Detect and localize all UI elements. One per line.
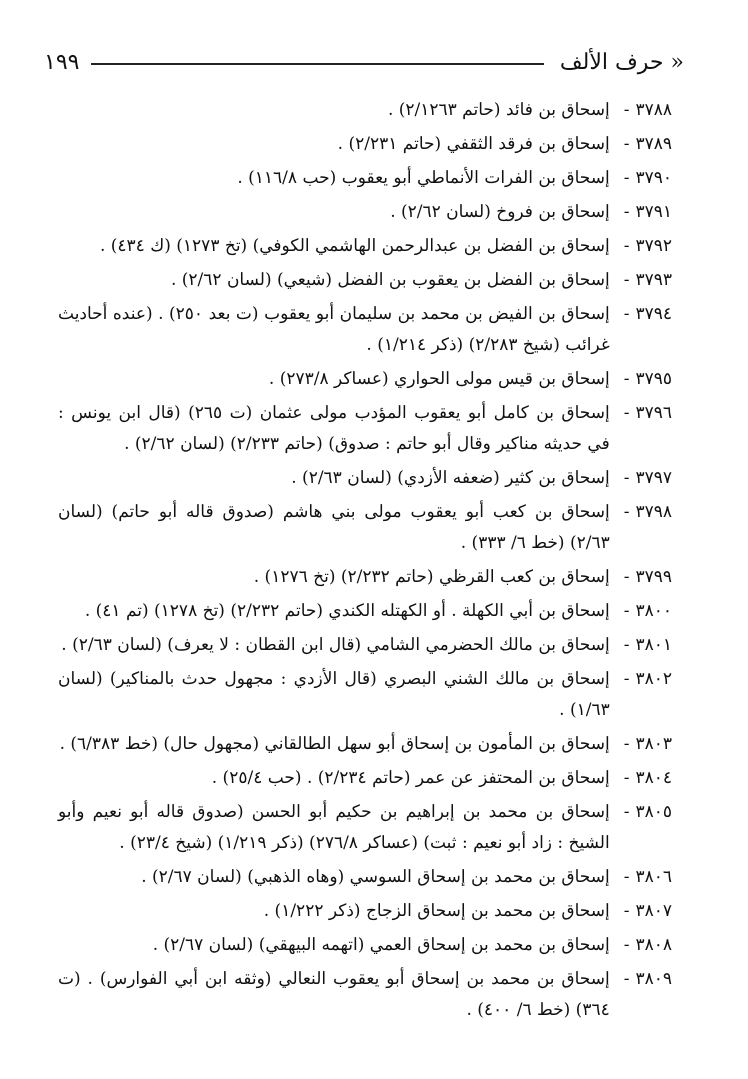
- entry-number: ٣٧٩٤: [635, 304, 672, 324]
- entry-number: ٣٧٩٨: [635, 502, 672, 522]
- entry-dash: -: [623, 502, 630, 522]
- entry-number: ٣٧٩٩: [635, 567, 672, 587]
- entry: [58, 763, 672, 794]
- entry: [58, 562, 672, 593]
- entry-text: إسحاق بن الفرات الأنماطي أبو يعقوب (حب ١١٦/٨) .: [237, 168, 610, 188]
- entry-dash: -: [623, 901, 630, 921]
- entry-number: ٣٨٠٦: [635, 867, 672, 887]
- entry-number: ٣٧٨٨: [635, 100, 672, 120]
- entry: [58, 265, 672, 296]
- entry-dash: -: [623, 567, 630, 587]
- entry-number: ٣٨٠١: [635, 635, 672, 655]
- entry-text: إسحاق بن الفضل بن عبدالرحمن الهاشمي الكوفي) (تخ ١٢٧٣) (ك ٤٣٤) .: [99, 236, 610, 256]
- entry: [58, 163, 672, 194]
- entry: [58, 497, 672, 559]
- entry-text: إسحاق بن فروخ (لسان ٢/٦٢) .: [390, 202, 610, 222]
- entry-dash: -: [623, 236, 630, 256]
- entry-number: ٣٨٠٠: [635, 601, 672, 621]
- entry-dash: -: [623, 100, 630, 120]
- entry-number: ٣٧٩٦: [635, 403, 672, 423]
- entry-text: إسحاق بن فائد (حاتم ٢/١٢٦٣) .: [387, 100, 610, 120]
- entry-text: إسحاق بن كثير (ضعفه الأزدي) (لسان ٢/٦٣) .: [291, 468, 610, 488]
- entry-text: إسحاق بن محمد بن إسحاق أبو يعقوب النعالي (وثقه ابن أبي الفوارس) . (ت ٣٦٤) (خط ٦/ ٤٠٠) .: [58, 969, 610, 1020]
- page-header: [44, 42, 684, 82]
- entry-dash: -: [623, 867, 630, 887]
- entry-number: ٣٨٠٤: [635, 768, 672, 788]
- entry-dash: -: [623, 168, 630, 188]
- entry: [58, 862, 672, 893]
- entry: [58, 596, 672, 627]
- entry-text: إسحاق بن أبي الكهلة . أو الكهتله الكندي (حاتم ٢/٢٣٢) (تخ ١٢٧٨) (تم ٤١) .: [84, 601, 610, 621]
- entry: [58, 964, 672, 1026]
- entry-dash: -: [623, 369, 630, 389]
- entry-text: إسحاق بن مالك الحضرمي الشامي (قال ابن القطان : لا يعرف) (لسان ٢/٦٣) .: [61, 635, 610, 655]
- entry-text: إسحاق بن الفيض بن محمد بن سليمان أبو يعقوب (ت بعد ٢٥٠) . (عنده أحاديث غرائب (شيخ ٢/٢٨٣) (ذكر ١/٢١٤) .: [58, 304, 610, 355]
- entry-number: ٣٨٠٥: [635, 802, 672, 822]
- entry: [58, 231, 672, 262]
- entry-dash: -: [623, 468, 630, 488]
- entry-text: إسحاق بن محمد بن إبراهيم بن حكيم أبو الحسن (صدوق قاله أبو نعيم وأبو الشيخ : زاد أبو نعيم : ثبت) (عساكر ٢٧٦/٨) (ذكر ١/٢١٩) (شيخ ٢٣/٤) .: [58, 802, 610, 853]
- entry: [58, 930, 672, 961]
- entry-number: ٣٧٩٥: [635, 369, 672, 389]
- entry-dash: -: [623, 202, 630, 222]
- running-head: « حرف الألف: [559, 49, 684, 75]
- entry-text: إسحاق بن المأمون بن إسحاق أبو سهل الطالقاني (مجهول حال) (خط ٦/٣٨٣) .: [59, 734, 610, 754]
- entry-dash: -: [623, 134, 630, 154]
- entry-text: إسحاق بن قيس مولى الحواري (عساكر ٢٧٣/٨) .: [268, 369, 610, 389]
- entry-list: [58, 95, 672, 1029]
- entry-dash: -: [623, 734, 630, 754]
- entry: [58, 299, 672, 361]
- entry-dash: -: [623, 768, 630, 788]
- entry: [58, 729, 672, 760]
- entry-dash: -: [623, 304, 630, 324]
- entry-dash: -: [623, 969, 630, 989]
- entry-text: إسحاق بن كعب أبو يعقوب مولى بني هاشم (صدوق قاله أبو حاتم) (لسان ٢/٦٣) (خط ٦/ ٣٣٣) .: [58, 502, 610, 553]
- entry-dash: -: [623, 601, 630, 621]
- entry-number: ٣٨٠٩: [635, 969, 672, 989]
- entry-text: إسحاق بن مالك الشني البصري (قال الأزدي : مجهول حدث بالمناكير) (لسان ١/٦٣) .: [58, 669, 610, 720]
- entry-number: ٣٧٩١: [635, 202, 672, 222]
- entry-text: إسحاق بن كعب القرظي (حاتم ٢/٢٣٢) (تخ ١٢٧٦) .: [253, 567, 610, 587]
- entry-dash: -: [623, 935, 630, 955]
- entry: [58, 630, 672, 661]
- entry: [58, 95, 672, 126]
- entry-text: إسحاق بن محمد بن إسحاق العمي (اتهمه البيهقي) (لسان ٢/٦٧) .: [152, 935, 610, 955]
- entry-dash: -: [623, 635, 630, 655]
- entry-number: ٣٨٠٧: [635, 901, 672, 921]
- page-number: ١٩٩: [44, 49, 80, 75]
- entry-number: ٣٧٩٢: [635, 236, 672, 256]
- entry-number: ٣٧٨٩: [635, 134, 672, 154]
- entry-number: ٣٧٩٠: [635, 168, 672, 188]
- header-rule: [91, 63, 543, 65]
- entry: [58, 896, 672, 927]
- entry-number: ٣٨٠٢: [635, 669, 672, 689]
- entry: [58, 664, 672, 726]
- entry-number: ٣٧٩٣: [635, 270, 672, 290]
- entry-number: ٣٨٠٨: [635, 935, 672, 955]
- entry-dash: -: [623, 669, 630, 689]
- entry-dash: -: [623, 270, 630, 290]
- entry-text: إسحاق بن محمد بن إسحاق الزجاج (ذكر ١/٢٢٢) .: [263, 901, 610, 921]
- entry-text: إسحاق بن فرقد الثقفي (حاتم ٢/٢٣١) .: [337, 134, 610, 154]
- entry-dash: -: [623, 802, 630, 822]
- entry-dash: -: [623, 403, 630, 423]
- entry-number: ٣٧٩٧: [635, 468, 672, 488]
- entry-number: ٣٨٠٣: [635, 734, 672, 754]
- entry-text: إسحاق بن محمد بن إسحاق السوسي (وهاه الذهبي) (لسان ٢/٦٧) .: [141, 867, 610, 887]
- entry: [58, 398, 672, 460]
- entry-text: إسحاق بن كامل أبو يعقوب المؤدب مولى عثمان (ت ٢٦٥) (قال ابن يونس : في حديثه مناكير وقال أبو حاتم : صدوق) (حاتم ٢/٢٣٣) (لسان ٢/٦٢) .: [58, 403, 610, 454]
- entry-text: إسحاق بن الفضل بن يعقوب بن الفضل (شيعي) (لسان ٢/٦٢) .: [170, 270, 610, 290]
- entry-text: إسحاق بن المحتفز عن عمر (حاتم ٢/٢٣٤) . (حب ٢٥/٤) .: [211, 768, 610, 788]
- entry: [58, 197, 672, 228]
- entry: [58, 797, 672, 859]
- entry: [58, 129, 672, 160]
- entry: [58, 364, 672, 395]
- entry: [58, 463, 672, 494]
